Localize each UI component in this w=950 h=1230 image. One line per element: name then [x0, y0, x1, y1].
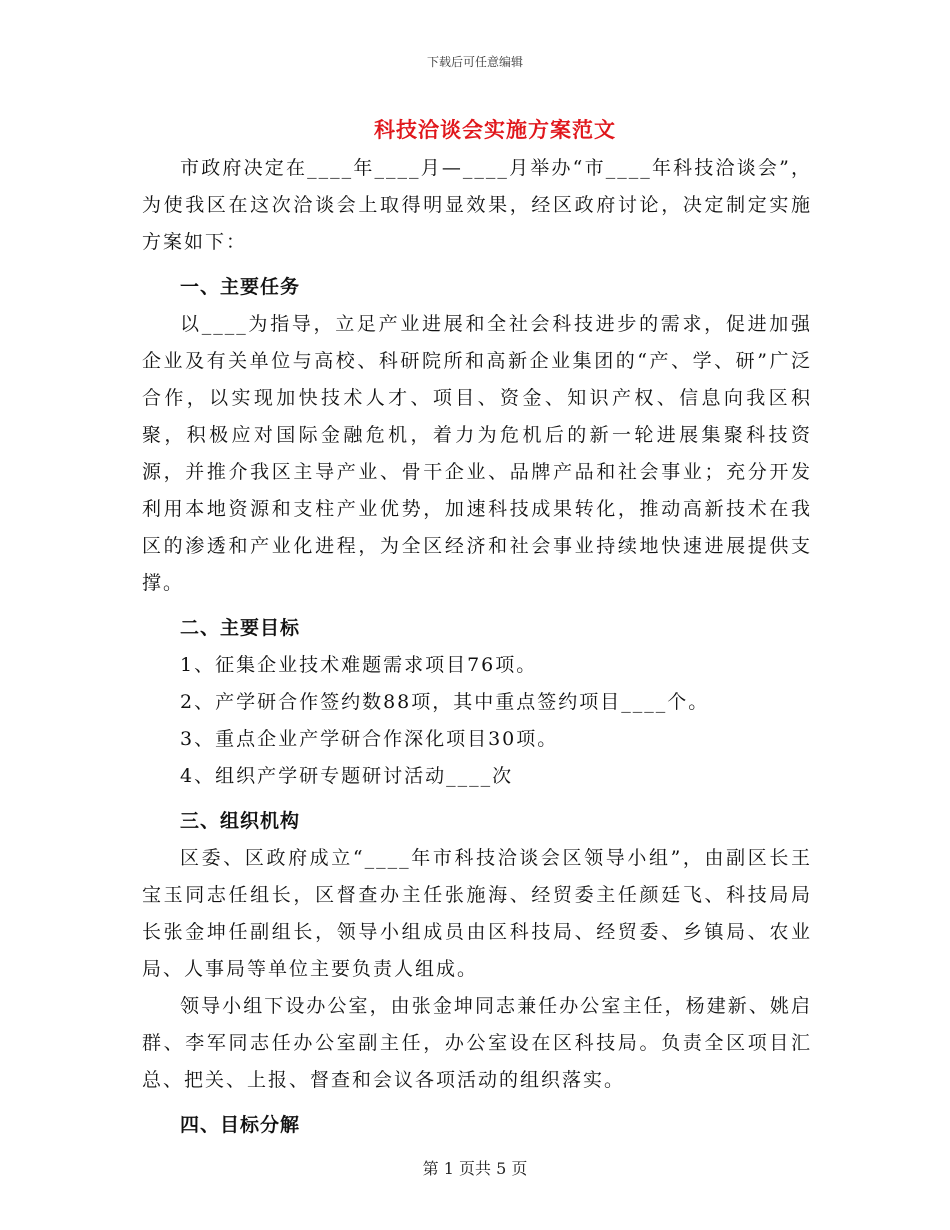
- main-tasks-paragraph: 以____为指导，立足产业进展和全社会科技进步的需求，促进加强企业及有关单位与高校、科研院所和高新企业集团的“产、学、研”广泛合作，以实现加快技术人才、项目、资金、知识产权、信息向我区积聚，积极应对国际金融危机，着力为危机后的新一轮进展集聚科技资源，并推介我区主导产业、骨干企业、品牌产品和社会事业；充分开发利用本地资源和支柱产业优势，加速科技成果转化，推动高新技术在我区的渗透和产业化进程，为全区经济和社会事业持续地快速进展提供支撑。: [142, 313, 812, 594]
- document-title: 科技洽谈会实施方案范文: [374, 117, 616, 142]
- section-heading-main-tasks: 一、主要任务: [180, 276, 301, 298]
- organization-paragraph-2: 领导小组下设办公室，由张金坤同志兼任办公室主任，杨建新、姚启群、李军同志任办公室副主任，办公室设在区科技局。负责全区项目汇总、把关、上报、督查和会议各项活动的组织落实。: [142, 995, 812, 1091]
- header-note: 下载后可任意编辑: [426, 55, 523, 69]
- section-heading-organization: 三、组织机构: [180, 810, 301, 832]
- section-heading-main-goals: 二、主要目标: [180, 617, 301, 639]
- goal-item-4: 4、组织产学研专题研讨活动____次: [180, 765, 514, 787]
- document-body: [142, 150, 812, 1144]
- organization-paragraph-1: 区委、区政府成立“____年市科技洽谈会区领导小组”，由副区长王宝玉同志任组长，区督查办主任张施海、经贸委主任颜廷飞、科技局局长张金坤任副组长，领导小组成员由区科技局、经贸委、乡镇局、农业局、人事局等单位主要负责人组成。: [142, 847, 812, 980]
- goal-item-1: 1、征集企业技术难题需求项目76项。: [180, 654, 538, 676]
- page-footer: 第 1 页共 5 页: [422, 1159, 528, 1178]
- section-heading-goal-breakdown: 四、目标分解: [180, 1114, 301, 1136]
- goal-item-3: 3、重点企业产学研合作深化项目30项。: [180, 728, 559, 750]
- intro-paragraph: 市政府决定在____年____月—____月举办“市____年科技洽谈会”，为使我区在这次洽谈会上取得明显效果，经区政府讨论，决定制定实施方案如下：: [142, 157, 812, 253]
- goal-item-2: 2、产学研合作签约数88项，其中重点签约项目____个。: [180, 691, 710, 713]
